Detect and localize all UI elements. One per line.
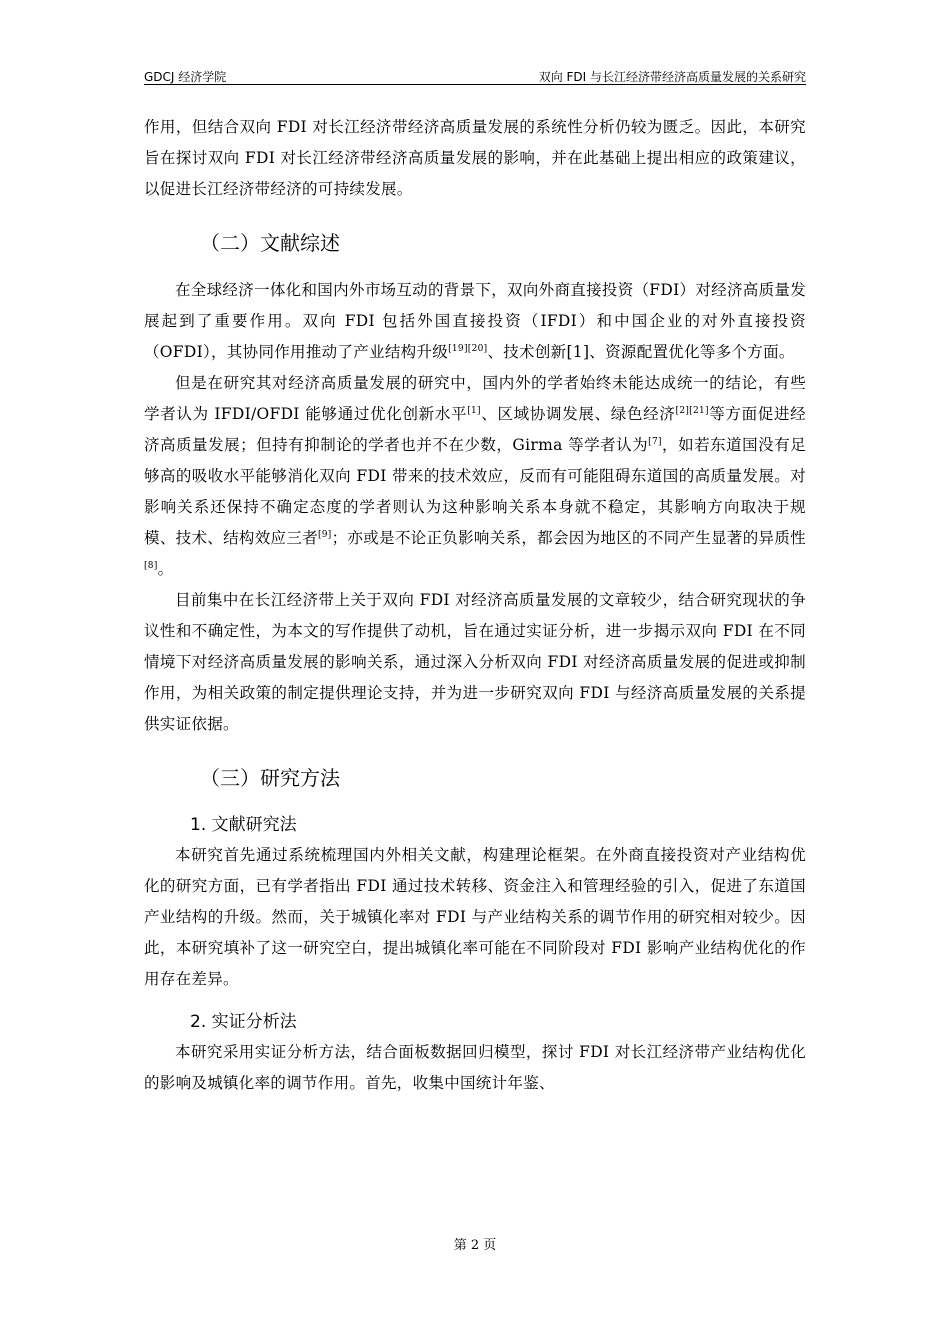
text-run: 在全球经济一体化和国内外市场互动的背景下，双向外商直接投资（FDI）对经济高质量发展起到了重要作用。双向 FDI 包括外国直接投资（IFDI）和中国企业的对外直接投资（OFDI），其协同作用推动了产业结构升级 xyxy=(144,281,806,361)
citation: [2][21] xyxy=(675,406,709,416)
text-run: ；亦或是不论正负影响关系，都会因为地区的不同产生显著的异质性 xyxy=(331,529,806,547)
paragraph-literature-method: 本研究首先通过系统梳理国内外相关文献，构建理论框架。在外商直接投资对产业结构优化的研究方面，已有学者指出 FDI 通过技术转移、资金注入和管理经验的引入，促进了东道国产业结构的升级。然而，关于城镇化率对 FDI 与产业结构关系的调节作用的研究相对较少。因此，本研究填补了这一研究空白，提出城镇化率可能在不同阶段对 FDI 影响产业结构优化的作用存在差异。 xyxy=(144,846,806,988)
text-run: 。 xyxy=(157,560,174,578)
text-run: 但是在研究其对经济高质量发展的研究中，国内外的学者始终未能达成统一的结论，有些学者认为 IFDI/OFDI 能够通过优化创新水平 xyxy=(144,374,806,423)
page-body xyxy=(144,112,806,1099)
text-run: ，如若东道国没有足够高的吸收水平能够消化双向 FDI 带来的技术效应，反而有可能阻碍东道国的高质量发展。对影响关系还保持不确定态度的学者则认为这种影响关系本身就不稳定，其影响方向取决于规模、技术、结构效应三者 xyxy=(144,436,806,547)
page-number: 第 2 页 xyxy=(453,1238,497,1253)
header-left: GDCJ 经济学院 xyxy=(144,70,227,84)
text-run: 、区域协调发展、绿色经济 xyxy=(480,405,676,423)
citation: [19][20] xyxy=(448,344,488,354)
citation: [8] xyxy=(144,561,158,571)
paragraph-literature-3: 目前集中在长江经济带上关于双向 FDI 对经济高质量发展的文章较少，结合研究现状的争议性和不确定性，为本文的写作提供了动机，旨在通过实证分析，进一步揭示双向 FDI 在不同情境下对经济高质量发展的影响关系，通过深入分析双向 FDI 对经济高质量发展的促进或抑制作用，为相关政策的制定提供理论支持，并为进一步研究双向 FDI 与经济高质量发展的关系提供实证依据。 xyxy=(144,591,806,733)
section-heading-literature-review: （二）文献综述 xyxy=(200,231,340,255)
subheading-literature-method: 1. 文献研究法 xyxy=(190,815,297,835)
text-run: 、技术创新[1]、资源配置优化等多个方面。 xyxy=(487,343,795,361)
page-header xyxy=(144,62,806,85)
subheading-empirical-method: 2. 实证分析法 xyxy=(190,1012,297,1032)
header-right: 双向 FDI 与长江经济带经济高质量发展的关系研究 xyxy=(538,70,806,84)
citation: [7] xyxy=(648,437,662,447)
section-heading-research-methods: （三）研究方法 xyxy=(200,766,340,790)
citation: [1] xyxy=(467,406,481,416)
citation: [9] xyxy=(317,530,332,540)
paragraph-empirical-method: 本研究采用实证分析方法，结合面板数据回归模型，探讨 FDI 对长江经济带产业结构优化的影响及城镇化率的调节作用。首先，收集中国统计年鉴、 xyxy=(144,1043,806,1092)
paragraph-continued: 作用，但结合双向 FDI 对长江经济带经济高质量发展的系统性分析仍较为匮乏。因此，本研究旨在探讨双向 FDI 对长江经济带经济高质量发展的影响，并在此基础上提出相应的政策建议，以促进长江经济带经济的可持续发展。 xyxy=(144,118,806,198)
paragraph-literature-2 xyxy=(144,368,806,585)
paragraph-literature-1 xyxy=(144,275,806,368)
text-run: 等方面促进经济高质量发展；但持有抑制论的学者也并不在少数，Girma 等学者认为 xyxy=(144,405,806,454)
